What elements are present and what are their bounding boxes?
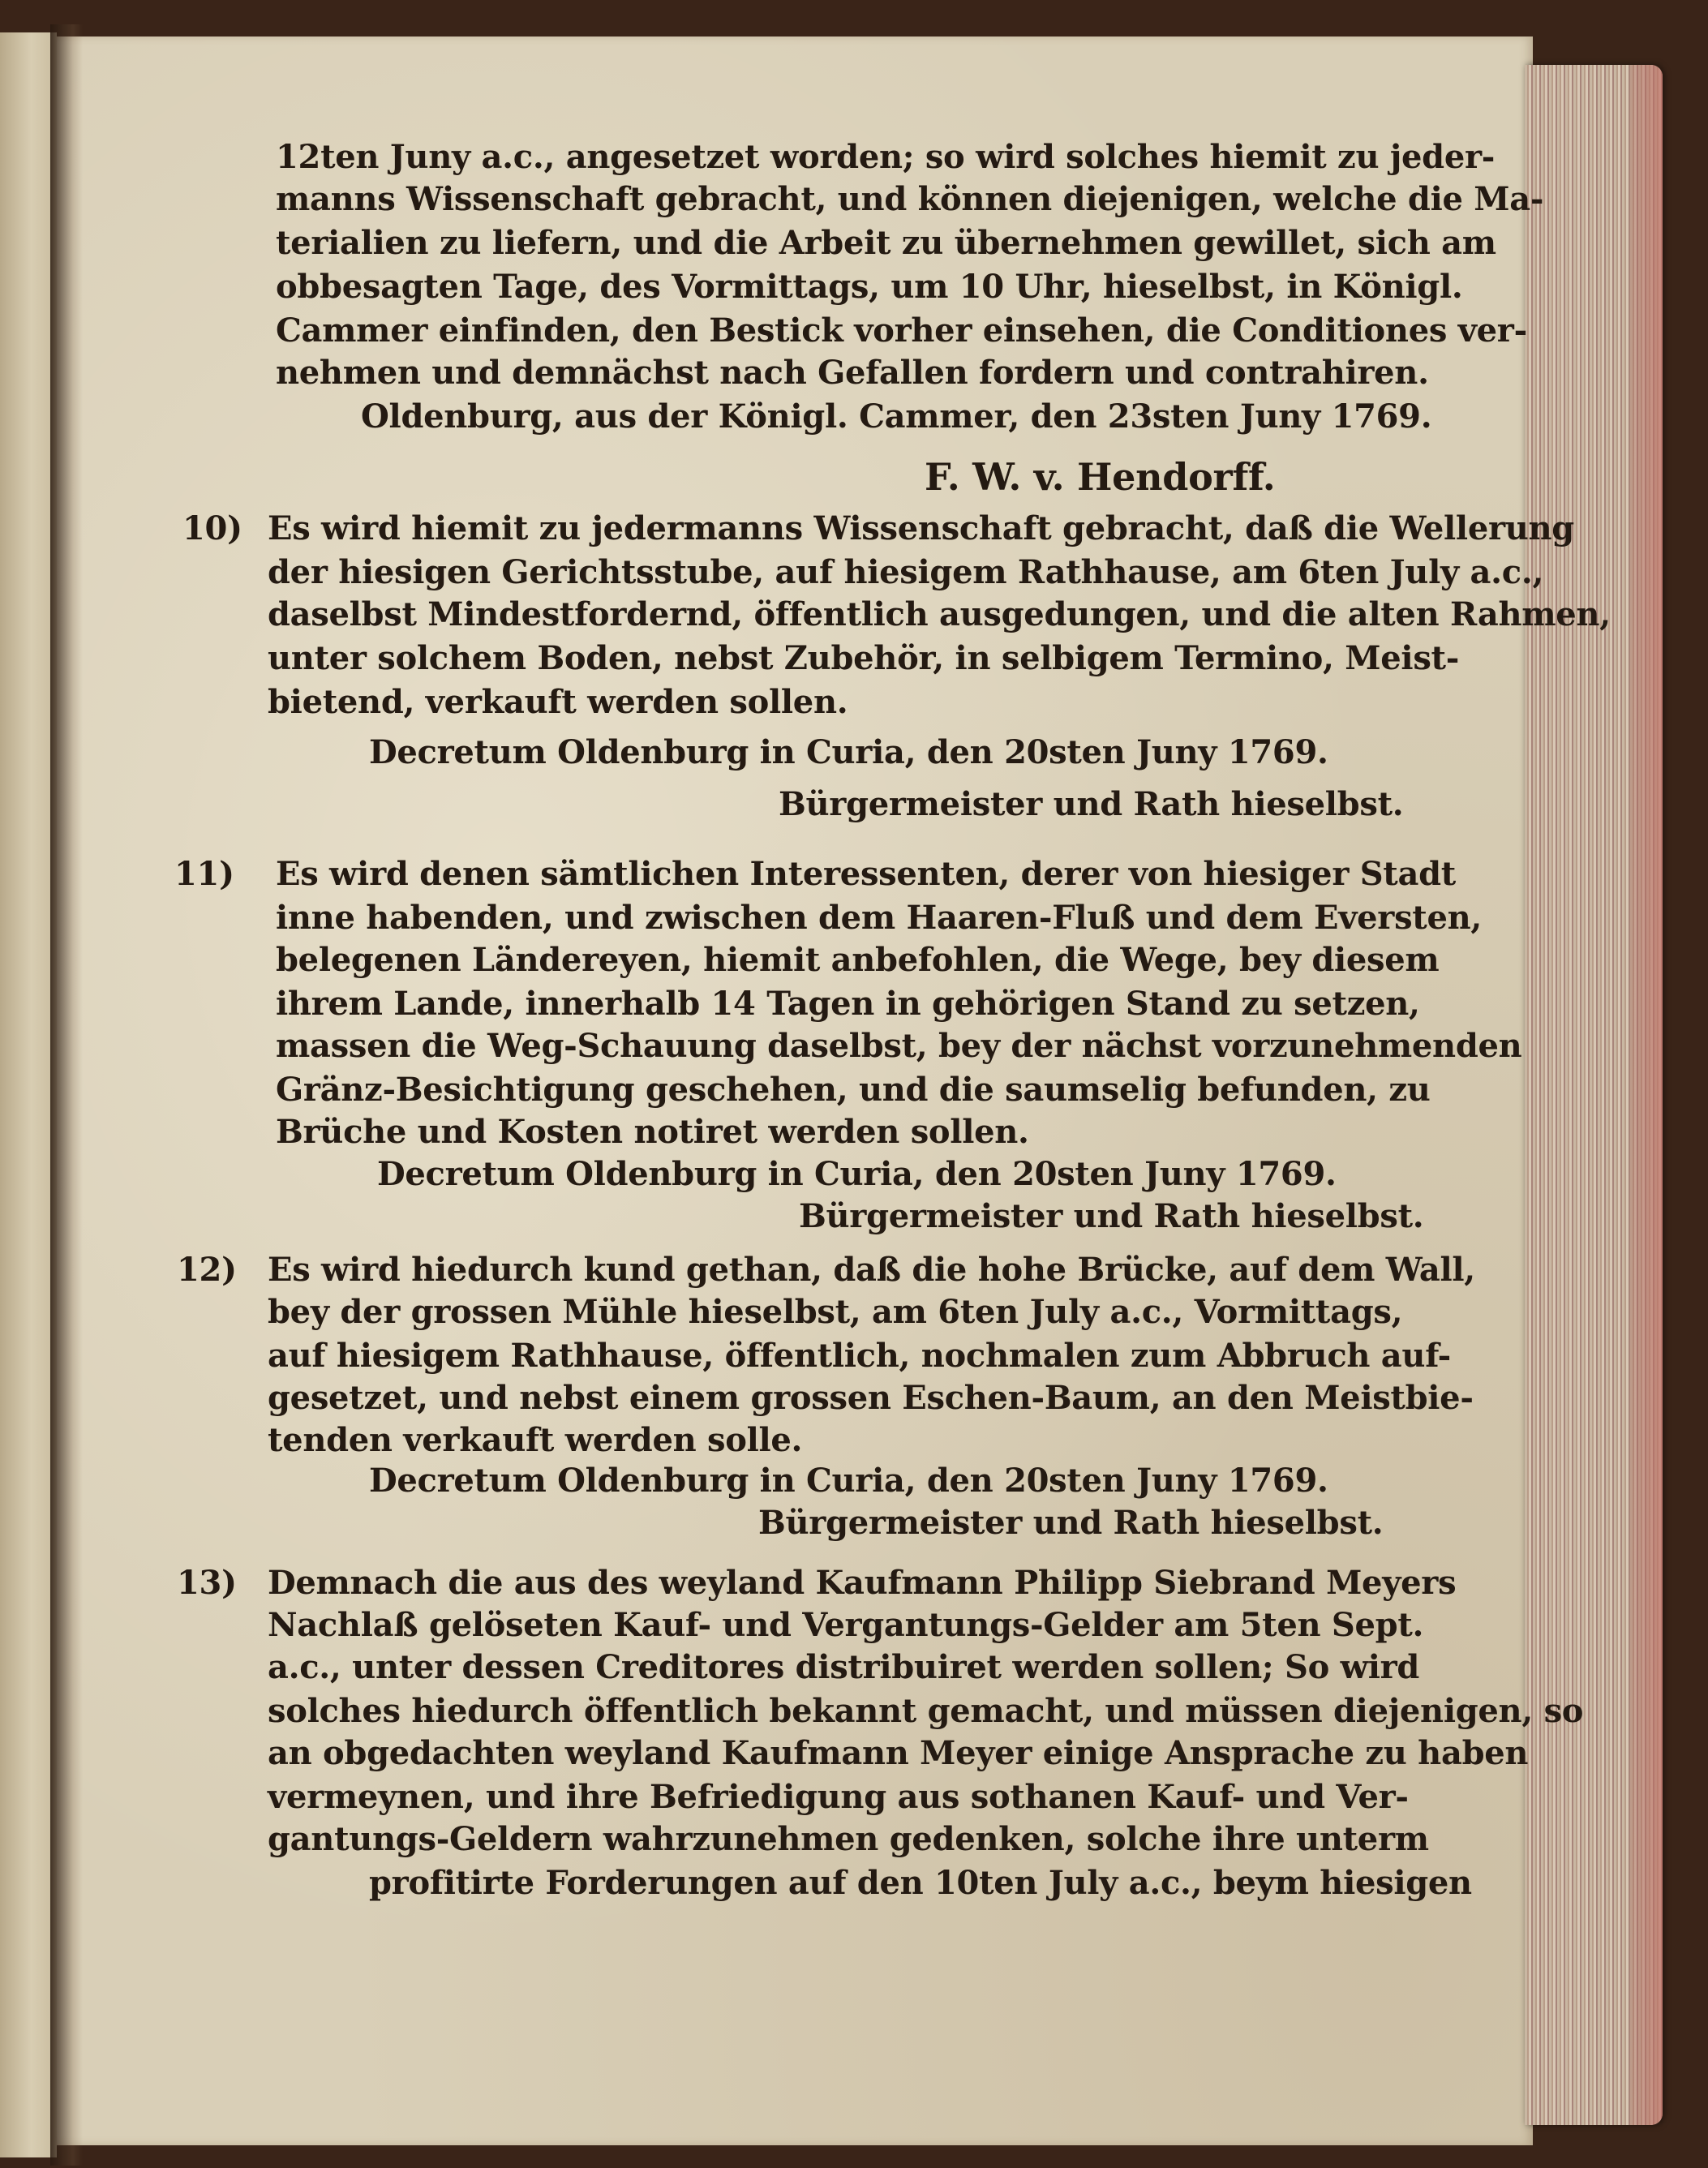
text-line: gantungs-Geldern wahrzunehmen gedenken, solche ihre unterm	[268, 1820, 1429, 1858]
text-line: Cammer einfinden, den Bestick vorher einsehen, die Conditiones ver-	[276, 311, 1527, 350]
text-line: inne habenden, und zwischen dem Haaren-Fluß und dem Eversten,	[276, 899, 1483, 937]
text-line: daselbst Mindestfordernd, öffentlich ausgedungen, und die alten Rahmen,	[268, 595, 1611, 633]
text-line: tenden verkauft werden solle.	[268, 1421, 803, 1459]
signature: Bürgermeister und Rath hieselbst.	[758, 1504, 1384, 1542]
notice-number: 11)	[174, 855, 234, 893]
text-line: obbesagten Tage, des Vormittags, um 10 Uhr, hieselbst, in Königl.	[276, 268, 1463, 306]
dateline: Decretum Oldenburg in Curia, den 20sten Juny 1769.	[369, 1462, 1328, 1500]
signature: Bürgermeister und Rath hieselbst.	[799, 1197, 1424, 1235]
book-gutter	[50, 24, 83, 2166]
text-line: Gränz-Besichtigung geschehen, und die saumselig befunden, zu	[276, 1071, 1431, 1109]
text-line: gesetzet, und nebst einem grossen Eschen-Baum, an den Meistbie-	[268, 1379, 1474, 1417]
text-line: nehmen und demnächst nach Gefallen fordern und contrahiren.	[276, 354, 1429, 392]
notice-number: 12)	[177, 1251, 237, 1289]
dateline: Decretum Oldenburg in Curia, den 20sten Juny 1769.	[369, 733, 1328, 771]
text-line: Demnach die aus des weyland Kaufmann Philipp Siebrand Meyers	[268, 1564, 1457, 1602]
text-line: solches hiedurch öffentlich bekannt gemacht, und müssen diejenigen, so	[268, 1692, 1584, 1730]
signature: Bürgermeister und Rath hieselbst.	[779, 785, 1404, 823]
text-line: 12ten Juny a.c., angesetzet worden; so wird solches hiemit zu jeder-	[276, 138, 1496, 176]
text-line: auf hiesigem Rathhause, öffentlich, nochmalen zum Abbruch auf-	[268, 1337, 1451, 1375]
dateline: Oldenburg, aus der Königl. Cammer, den 23sten Juny 1769.	[361, 397, 1432, 436]
notice-number: 13)	[177, 1564, 237, 1602]
text-line: Brüche und Kosten notiret werden sollen.	[276, 1113, 1029, 1151]
text-line: massen die Weg-Schauung daselbst, bey der nächst vorzunehmenden	[276, 1027, 1522, 1065]
text-line: manns Wissenschaft gebracht, und können diejenigen, welche die Ma-	[276, 180, 1544, 218]
signature: F. W. v. Hendorff.	[925, 455, 1276, 499]
text-line: Es wird hiedurch kund gethan, daß die hohe Brücke, auf dem Wall,	[268, 1251, 1475, 1289]
text-line: belegenen Ländereyen, hiemit anbefohlen, die Wege, bey diesem	[276, 941, 1440, 979]
text-line: unter solchem Boden, nebst Zubehör, in selbigem Termino, Meist-	[268, 639, 1460, 677]
text-line: Nachlaß gelöseten Kauf- und Vergantungs-Gelder am 5ten Sept.	[268, 1606, 1424, 1644]
dateline: Decretum Oldenburg in Curia, den 20sten Juny 1769.	[377, 1155, 1337, 1193]
notice-number: 10)	[182, 509, 242, 547]
text-line: der hiesigen Gerichtsstube, auf hiesigem Rathhause, am 6ten July a.c.,	[268, 553, 1544, 591]
text-line: an obgedachten weyland Kaufmann Meyer einige Ansprache zu haben	[268, 1734, 1529, 1772]
text-line: terialien zu liefern, und die Arbeit zu übernehmen gewillet, sich am	[276, 224, 1496, 262]
catchline: profitirte Forderungen auf den 10ten July a.c., beym hiesigen	[369, 1864, 1472, 1902]
text-line: bey der grossen Mühle hieselbst, am 6ten July a.c., Vormittags,	[268, 1293, 1403, 1331]
text-line: ihrem Lande, innerhalb 14 Tagen in gehörigen Stand zu setzen,	[276, 985, 1420, 1023]
text-line: a.c., unter dessen Creditores distribuiret werden sollen; So wird	[268, 1648, 1420, 1686]
text-line: Es wird denen sämtlichen Interessenten, derer von hiesiger Stadt	[276, 855, 1456, 893]
text-line: bietend, verkauft werden sollen.	[268, 683, 848, 721]
text-line: vermeynen, und ihre Befriedigung aus sothanen Kauf- und Ver-	[268, 1778, 1409, 1816]
text-line: Es wird hiemit zu jedermanns Wissenschaft gebracht, daß die Wellerung	[268, 509, 1574, 547]
